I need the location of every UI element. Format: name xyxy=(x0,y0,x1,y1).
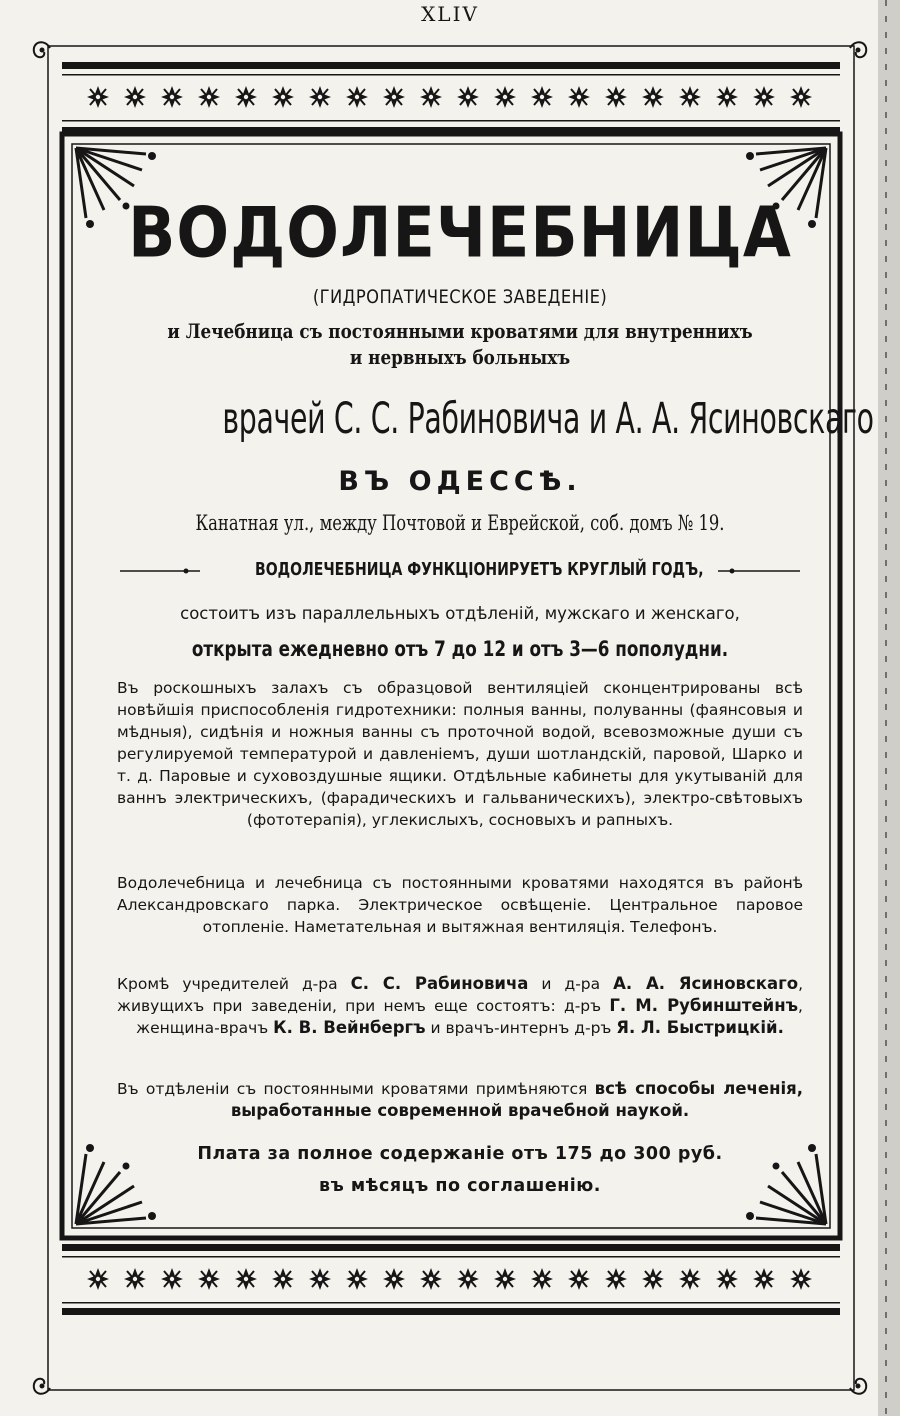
location-paragraph: Водолечебница и лечебница съ постоянными кроватями находятся въ районѣ Александровскаго парка. Электрическое освѣщеніе. Центральное паровое отопленіе. Наметательная и вытяжная вентиляція. Телефонъ. xyxy=(117,874,803,936)
facilities-paragraph: Въ роскошныхъ залахъ съ образцовой вентиляціей сконцентрированы всѣ новѣйшія приспособленія гидротехники: полныя ванны, полуванны (фаянсовыя и мѣдныя), сидѣнія и ножныя ванны съ проточной водой, всевозможные души съ регулируемой температурой и давленіемъ, души шотландскій, паровой, Шарко и т. д. Паровые и суховоздушные ящики. Отдѣльные кабинеты для укутываній для ваннъ электрическихъ, (фарадическихъ и гальваническихъ), электро-свѣтовыхъ (фототерапія), углекислыхъ, сосновыхъ и рапныхъ. xyxy=(117,679,803,829)
methods-bold-text: всѣ способы леченія, выработанные современной врачебной наукой. xyxy=(230,1079,803,1120)
staff-name-rubinstein: Г. М. Рубинштейнъ xyxy=(609,996,799,1015)
staff-text-2: и д-ра xyxy=(528,975,614,993)
staff-text-3: , живущихъ при заведеніи, при немъ еще состоятъ: д-ръ xyxy=(117,975,803,1015)
staff-text-4: , женщина-врачъ xyxy=(136,997,803,1037)
methods-paragraph xyxy=(117,1078,803,1122)
intro-line-2: и нервныхъ больныхъ xyxy=(349,345,571,369)
staff-paragraph xyxy=(117,973,803,1039)
address-line: Канатная ул., между Почтовой и Еврейской, соб. домъ № 19. xyxy=(195,511,725,535)
city-line: ВЪ ОДЕССѢ. xyxy=(338,466,582,497)
departments-line: состоитъ изъ параллельныхъ отдѣленій, мужскаго и женскаго, xyxy=(180,604,740,623)
fee-line-1: Плата за полное содержаніе отъ 175 до 300 руб. xyxy=(197,1144,723,1164)
fee-block xyxy=(117,1138,803,1202)
staff-name-bystritsky: Я. Л. Быстрицкій. xyxy=(616,1018,784,1037)
staff-name-veinberg: К. В. Вейнбергъ xyxy=(273,1018,426,1037)
page-number: XLIV xyxy=(421,2,479,26)
doctors-line: врачей С. С. Рабиновича и А. А. Ясиновскаго xyxy=(222,394,874,444)
opening-hours: открыта ежедневно отъ 7 до 12 и отъ 3—6 пополудни. xyxy=(191,637,729,661)
subtitle: (ГИДРОПАТИЧЕСКОЕ ЗАВЕДЕНІЕ) xyxy=(312,286,608,308)
year-round-line: ВОДОЛЕЧЕБНИЦА ФУНКЦІОНИРУЕТЪ КРУГЛЫЙ ГОДЪ, xyxy=(255,559,704,580)
staff-text-5: и врачъ-интернъ д-ръ xyxy=(425,1019,617,1037)
intro-text xyxy=(158,318,763,370)
fee-line-2: въ мѣсяцъ по соглашенію. xyxy=(319,1176,601,1196)
staff-text-1: Кромѣ учредителей д-ра xyxy=(117,975,351,993)
intro-line-1: и Лечебница съ постоянными кроватями для внутреннихъ xyxy=(167,319,753,343)
page-title: ВОДОЛЕЧЕБНИЦА xyxy=(128,191,792,274)
staff-name-rabinovich: С. С. Рабиновича xyxy=(350,974,529,993)
methods-text: Въ отдѣленіи съ постоянными кроватями примѣняются xyxy=(117,1080,595,1098)
staff-name-yasinovsky: А. А. Ясиновскаго xyxy=(613,974,799,993)
